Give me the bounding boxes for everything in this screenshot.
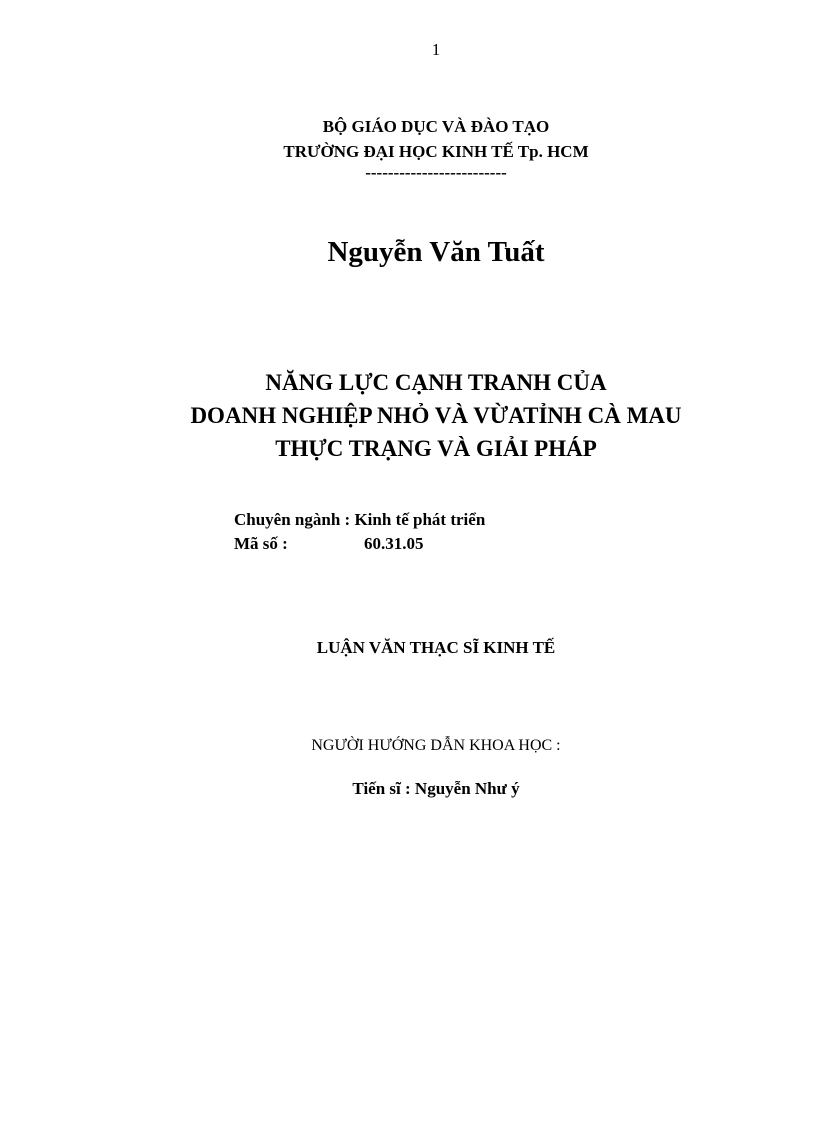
header-divider: -------------------------: [365, 163, 507, 182]
code-label: Mã số :: [234, 534, 288, 553]
major-field: Chuyên ngành : Kinh tế phát triển: [234, 510, 486, 529]
thesis-type: LUẬN VĂN THẠC SĨ KINH TẾ: [316, 638, 556, 657]
university-heading: TRƯỜNG ĐẠI HỌC KINH TẾ Tp. HCM: [283, 142, 589, 161]
advisor-name: Tiến sĩ : Nguyễn Như ý: [352, 779, 520, 798]
advisor-label: NGƯỜI HƯỚNG DẪN KHOA HỌC :: [311, 737, 561, 754]
page-number: 1: [431, 40, 441, 59]
code-value: 60.31.05: [364, 534, 424, 553]
ministry-heading: BỘ GIÁO DỤC VÀ ĐÀO TẠO: [322, 117, 550, 136]
author-name: Nguyễn Văn Tuất: [327, 236, 545, 268]
thesis-title-line-1: NĂNG LỰC CẠNH TRANH CỦA: [265, 370, 607, 395]
thesis-title-line-2: DOANH NGHIỆP NHỎ VÀ VỪATỈNH CÀ MAU: [190, 403, 682, 428]
thesis-title-line-3: THỰC TRẠNG VÀ GIẢI PHÁP: [275, 436, 597, 461]
